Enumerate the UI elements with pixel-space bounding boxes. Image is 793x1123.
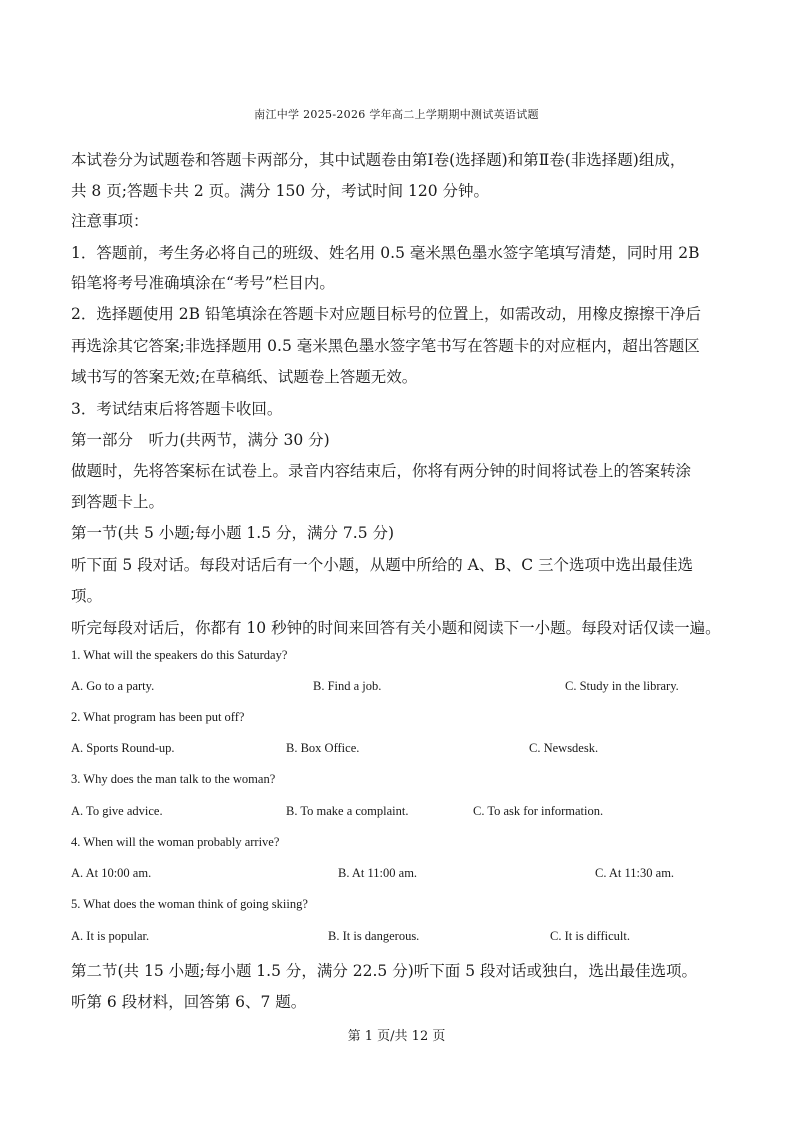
option-b: B. To make a complaint. xyxy=(286,804,409,818)
intro-line-2: 共 8 页;答题卡共 2 页。满分 150 分，考试时间 120 分钟。 xyxy=(71,182,490,200)
notice-line-4: 再选涂其它答案;非选择题用 0.5 毫米黑色墨水签字笔书写在答题卡的对应框内，超出答题区 xyxy=(71,337,700,355)
option-b: B. It is dangerous. xyxy=(328,929,420,943)
page-number: 第 1 页/共 12 页 xyxy=(347,1029,446,1044)
option-a: A. At 10:00 am. xyxy=(71,866,152,880)
notice-line-3: 2．选择题使用 2B 铅笔填涂在答题卡对应题目标号的位置上，如需改动，用橡皮擦擦干净后 xyxy=(71,305,701,323)
section2-heading: 第二节(共 15 小题;每小题 1.5 分，满分 22.5 分)听下面 5 段对话或独白，选出最佳选项。 xyxy=(71,962,697,980)
option-b: B. At 11:00 am. xyxy=(338,866,418,880)
option-c: C. Study in the library. xyxy=(565,679,679,693)
section1-instruction-2: 项。 xyxy=(71,587,103,605)
question-stem: 1. What will the speakers do this Saturday? xyxy=(71,648,288,662)
option-a: A. Sports Round-up. xyxy=(71,741,175,755)
option-a: A. Go to a party. xyxy=(71,679,155,693)
option-a: A. It is popular. xyxy=(71,929,150,943)
section1-heading: 第一节(共 5 小题;每小题 1.5 分，满分 7.5 分) xyxy=(71,524,395,542)
option-c: C. To ask for information. xyxy=(473,804,604,818)
part1-instruction-1: 做题时，先将答案标在试卷上。录音内容结束后，你将有两分钟的时间将试卷上的答案转涂 xyxy=(71,462,692,480)
part1-instruction-2: 到答题卡上。 xyxy=(71,493,165,511)
option-c: C. Newsdesk. xyxy=(529,741,599,755)
page-title: 南江中学 2025-2026 学年高二上学期期中测试英语试题 xyxy=(254,108,539,121)
option-a: A. To give advice. xyxy=(71,804,163,818)
option-c: C. At 11:30 am. xyxy=(595,866,675,880)
notice-line-2: 铅笔将考号准确填涂在“考号”栏目内。 xyxy=(71,274,335,292)
intro-line-1: 本试卷分为试题卷和答题卡两部分，其中试题卷由第Ⅰ卷(选择题)和第Ⅱ卷(非选择题)组成， xyxy=(71,151,686,169)
notice-line-1: 1．答题前，考生务必将自己的班级、姓名用 0.5 毫米黑色墨水签字笔填写清楚，同时用 2B xyxy=(71,244,700,262)
option-c: C. It is difficult. xyxy=(550,929,630,943)
question-stem: 5. What does the woman think of going skiing? xyxy=(71,897,308,911)
notice-line-5: 域书写的答案无效;在草稿纸、试题卷上答题无效。 xyxy=(71,368,418,386)
option-b: B. Box Office. xyxy=(286,741,360,755)
option-b: B. Find a job. xyxy=(313,679,382,693)
part1-heading: 第一部分 听力(共两节，满分 30 分) xyxy=(71,431,330,449)
question-stem: 2. What program has been put off? xyxy=(71,710,245,724)
section1-instruction-3: 听完每段对话后，你都有 10 秒钟的时间来回答有关小题和阅读下一小题。每段对话仅读一遍。 xyxy=(71,619,721,637)
question-stem: 4. When will the woman probably arrive? xyxy=(71,835,280,849)
question-stem: 3. Why does the man talk to the woman? xyxy=(71,772,276,786)
section2-instruction: 听第 6 段材料，回答第 6、7 题。 xyxy=(71,993,307,1011)
notice-heading: 注意事项： xyxy=(71,212,149,230)
section1-instruction-1: 听下面 5 段对话。每段对话后有一个小题，从题中所给的 A、B、C 三个选项中选出最佳选 xyxy=(71,556,694,574)
notice-line-6: 3．考试结束后将答题卡收回。 xyxy=(71,400,283,418)
